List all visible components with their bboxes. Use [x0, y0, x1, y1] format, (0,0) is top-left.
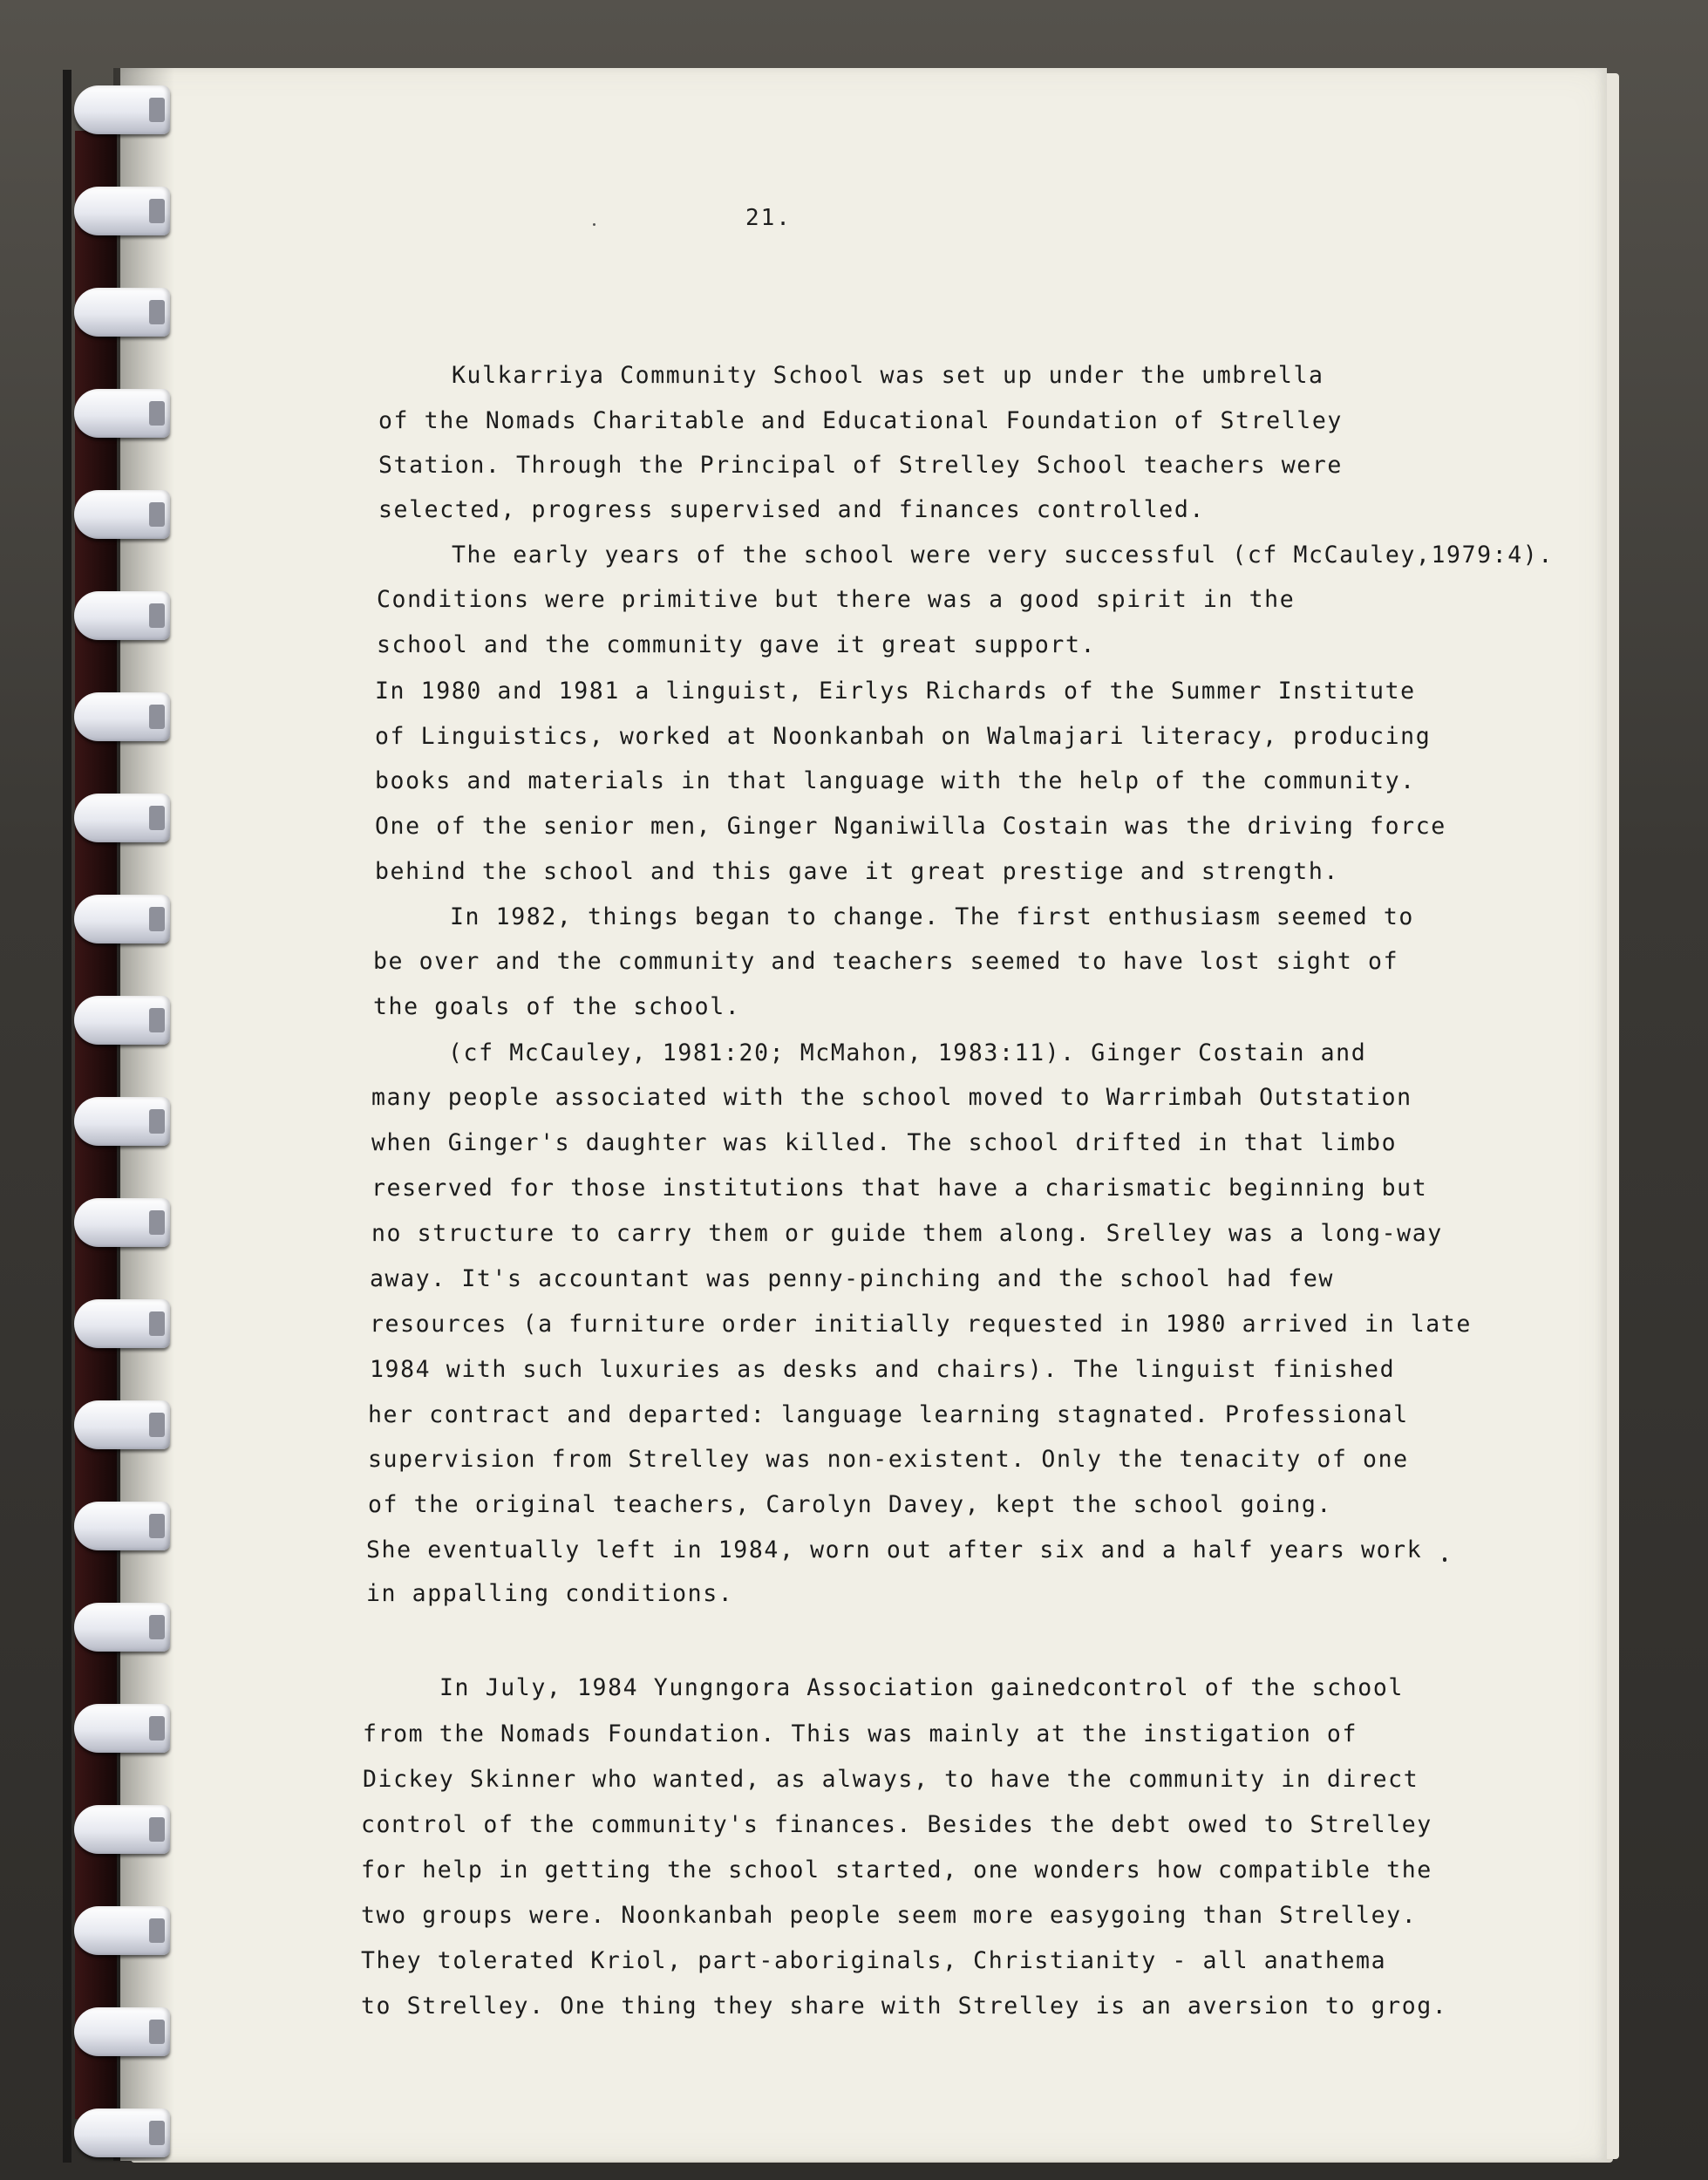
text-line: In July, 1984 Yungngora Association gainedcontrol of the school — [439, 1674, 1404, 1701]
text-line: in appalling conditions. — [366, 1580, 734, 1607]
binding-coil — [74, 1805, 170, 1854]
binding-coil — [74, 1198, 170, 1247]
text-line: supervision from Strelley was non-existent. Only the tenacity of one — [368, 1446, 1409, 1473]
text-line: In 1982, things began to change. The first enthusiasm seemed to — [450, 903, 1414, 930]
binding-coil — [74, 187, 170, 235]
text-line: of Linguistics, worked at Noonkanbah on Walmajari literacy, producing — [375, 723, 1432, 750]
binding-coil — [74, 1906, 170, 1955]
text-line: Conditions were primitive but there was a good spirit in the — [377, 586, 1296, 613]
text-line: Dickey Skinner who wanted, as always, to have the community in direct — [363, 1766, 1419, 1793]
page-number: 21. — [745, 205, 792, 231]
binding-coil — [74, 591, 170, 640]
text-line: many people associated with the school moved to Warrimbah Outstation — [371, 1084, 1412, 1111]
text-line: be over and the community and teachers seemed to have lost sight of — [373, 948, 1399, 975]
text-line: her contract and departed: language learning stagnated. Professional — [368, 1401, 1409, 1428]
binding-coil — [74, 490, 170, 539]
text-line: 1984 with such luxuries as desks and chairs). The linguist finished — [370, 1356, 1396, 1383]
binding-coil — [74, 389, 170, 438]
text-line: no structure to carry them or guide them along. Srelley was a long-way — [371, 1220, 1443, 1247]
text-line: They tolerated Kriol, part-aboriginals, Christianity - all anathema — [361, 1947, 1387, 1974]
stray-mark — [1443, 1557, 1446, 1562]
binding-coil — [74, 794, 170, 842]
binding-coil — [74, 895, 170, 944]
text-line: selected, progress supervised and finances controlled. — [378, 496, 1205, 523]
binding-coil — [74, 288, 170, 337]
binding-coil — [74, 1400, 170, 1449]
text-line: away. It's accountant was penny-pinching and the school had few — [370, 1265, 1334, 1292]
binding-coil — [74, 1603, 170, 1652]
text-line: Station. Through the Principal of Strelley School teachers were — [378, 452, 1343, 479]
text-line: of the Nomads Charitable and Educational Foundation of Strelley — [378, 407, 1343, 434]
binding-coil — [74, 1502, 170, 1550]
binding-coil — [74, 85, 170, 134]
text-line: Kulkarriya Community School was set up under the umbrella — [452, 362, 1324, 389]
text-line: of the original teachers, Carolyn Davey, kept the school going. — [368, 1491, 1332, 1518]
text-line: resources (a furniture order initially requested in 1980 arrived in late — [370, 1311, 1472, 1338]
text-line: reserved for those institutions that have a charismatic beginning but — [371, 1175, 1428, 1202]
text-line: behind the school and this gave it great prestige and strength. — [375, 858, 1339, 885]
text-line: She eventually left in 1984, worn out after six and a half years work — [366, 1536, 1423, 1563]
text-line: for help in getting the school started, one wonders how compatible the — [361, 1856, 1432, 1884]
text-line: (cf McCauley, 1981:20; McMahon, 1983:11). Ginger Costain and — [448, 1039, 1367, 1066]
binding-coil — [74, 1704, 170, 1753]
text-line: from the Nomads Foundation. This was mainly at the instigation of — [363, 1720, 1358, 1747]
binding-coil — [74, 2007, 170, 2056]
text-line: school and the community gave it great support. — [377, 631, 1097, 658]
text-line: control of the community's finances. Besides the debt owed to Strelley — [361, 1811, 1432, 1838]
text-line: the goals of the school. — [373, 993, 741, 1020]
binding-coil — [74, 692, 170, 741]
text-line: One of the senior men, Ginger Nganiwilla Costain was the driving force — [375, 813, 1446, 840]
text-line: The early years of the school were very successful (cf McCauley,1979:4). — [452, 542, 1554, 569]
binding-coil — [74, 2108, 170, 2157]
text-line: In 1980 and 1981 a linguist, Eirlys Richards of the Summer Institute — [375, 678, 1416, 705]
text-line: two groups were. Noonkanbah people seem more easygoing than Strelley. — [361, 1902, 1418, 1929]
binding-coil — [74, 996, 170, 1045]
binding-spine — [63, 70, 71, 2163]
spiral-binding — [0, 0, 183, 2180]
stray-dot — [593, 223, 595, 226]
text-line: to Strelley. One thing they share with Strelley is an aversion to grog. — [361, 1993, 1448, 2020]
text-line: books and materials in that language with the help of the community. — [375, 767, 1416, 794]
text-line: when Ginger's daughter was killed. The school drifted in that limbo — [371, 1129, 1398, 1156]
binding-coil — [74, 1299, 170, 1348]
binding-coil — [74, 1097, 170, 1146]
